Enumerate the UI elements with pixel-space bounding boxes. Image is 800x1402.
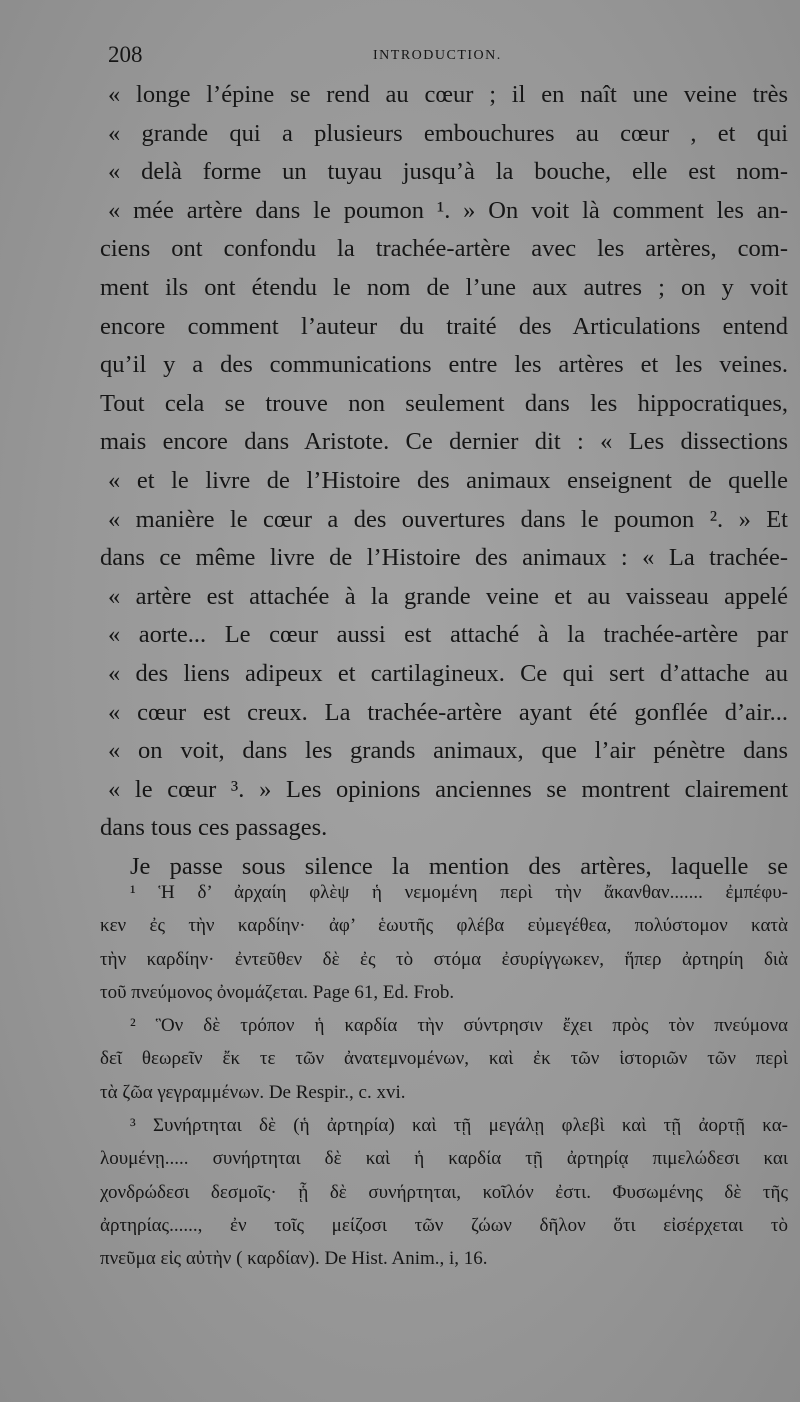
footnote-line: ³ Συνήρτηται δὲ (ἡ ἀρτηρία) καὶ τῇ μεγάλῃ φλεβὶ καὶ τῇ ἀορτῇ κα- xyxy=(130,1115,788,1137)
footnote-line: πνεῦμα εἰς αὐτὴν ( καρδίαν). De Hist. Anim., i, 16. xyxy=(100,1248,488,1270)
page-number: 208 xyxy=(108,42,143,67)
text-line: ciens ont confondu la trachée-artère avec les artères, com- xyxy=(100,235,788,263)
footnote-line: χονδρώδεσι δεσμοῖς· ᾗ δὲ συνήρτηται, κοῖλόν ἐστι. Φυσωμένης δὲ τῆς xyxy=(100,1181,788,1203)
footnote-line: τὴν καρδίην· ἐντεῦθεν δὲ ἐς τὸ στόμα ἐσυρίγγωκεν, ἥπερ ἀρτηρίη διὰ xyxy=(100,948,788,970)
text-line: Tout cela se trouve non seulement dans les hippocratiques, xyxy=(100,389,788,417)
text-line: « on voit, dans les grands animaux, que l’air pénètre dans xyxy=(108,737,788,765)
text-line: encore comment l’auteur du traité des Articulations entend xyxy=(100,312,788,340)
footnote-line: δεῖ θεωρεῖν ἔκ τε τῶν ἀνατεμνομένων, καὶ ἐκ τῶν ἱστοριῶν τῶν περὶ xyxy=(100,1048,788,1070)
text-line: « manière le cœur a des ouvertures dans le poumon ². » Et xyxy=(108,505,788,533)
text-line: « aorte... Le cœur aussi est attaché à la trachée-artère par xyxy=(108,621,788,649)
text-line: dans ce même livre de l’Histoire des animaux : « La trachée- xyxy=(100,544,788,572)
running-head: INTRODUCTION. xyxy=(373,48,502,63)
text-line: « des liens adipeux et cartilagineux. Ce qui sert d’attache au xyxy=(108,659,788,687)
text-line: « grande qui a plusieurs embouchures au cœur , et qui xyxy=(108,119,788,147)
main-text xyxy=(100,76,788,886)
text-line: ment ils ont étendu le nom de l’une aux autres ; on y voit xyxy=(100,273,788,301)
text-line: Je passe sous silence la mention des artères, laquelle se xyxy=(130,852,788,880)
footnote-line: τὰ ζῶα γεγραμμένων. De Respir., c. xvi. xyxy=(100,1081,406,1103)
text-line: qu’il y a des communications entre les artères et les veines. xyxy=(100,351,788,379)
text-line: « le cœur ³. » Les opinions anciennes se montrent clairement xyxy=(108,775,788,803)
text-line: « delà forme un tuyau jusqu’à la bouche, elle est nom- xyxy=(108,158,788,186)
footnote-line: ¹ Ἡ δ’ ἀρχαίη φλὲψ ἡ νεμομένη περὶ τὴν ἄκανθαν....... ἐμπέφυ- xyxy=(130,882,788,903)
footnotes xyxy=(100,876,788,1276)
text-line: « longe l’épine se rend au cœur ; il en naît une veine très xyxy=(108,81,788,108)
footnote-line: ἀρτηρίας......, ἐν τοῖς μείζοσι τῶν ζώων δῆλον ὅτι εἰσέρχεται τὸ xyxy=(100,1214,788,1236)
text-line: « artère est attachée à la grande veine et au vaisseau appelé xyxy=(108,582,788,610)
footnote-line: ² Ὃν δὲ τρόπον ἡ καρδία τὴν σύντρησιν ἔχει πρὸς τὸν πνεύμονα xyxy=(130,1015,788,1037)
text-line: « et le livre de l’Histoire des animaux enseignent de quelle xyxy=(108,466,788,494)
footnote-line: τοῦ πνεύμονος ὀνομάζεται. Page 61, Ed. Frob. xyxy=(100,981,455,1003)
page-header xyxy=(108,42,788,72)
footnote-line: κεν ἐς τὴν καρδίην· ἀφ’ ἑωυτῆς φλέβα εὐμεγέθεα, πολύστομον κατὰ xyxy=(100,915,788,937)
text-line: « mée artère dans le poumon ¹. » On voit là comment les an- xyxy=(108,196,788,224)
footnote-line: λουμένῃ..... συνήρτηται δὲ καὶ ἡ καρδία τῇ ἀρτηρίᾳ πιμελώδεσι και xyxy=(100,1148,788,1170)
text-line: dans tous ces passages. xyxy=(100,814,328,842)
text-line: « cœur est creux. La trachée-artère ayant été gonflée d’air... xyxy=(108,698,788,726)
text-line: mais encore dans Aristote. Ce dernier dit : « Les dissections xyxy=(100,428,788,456)
